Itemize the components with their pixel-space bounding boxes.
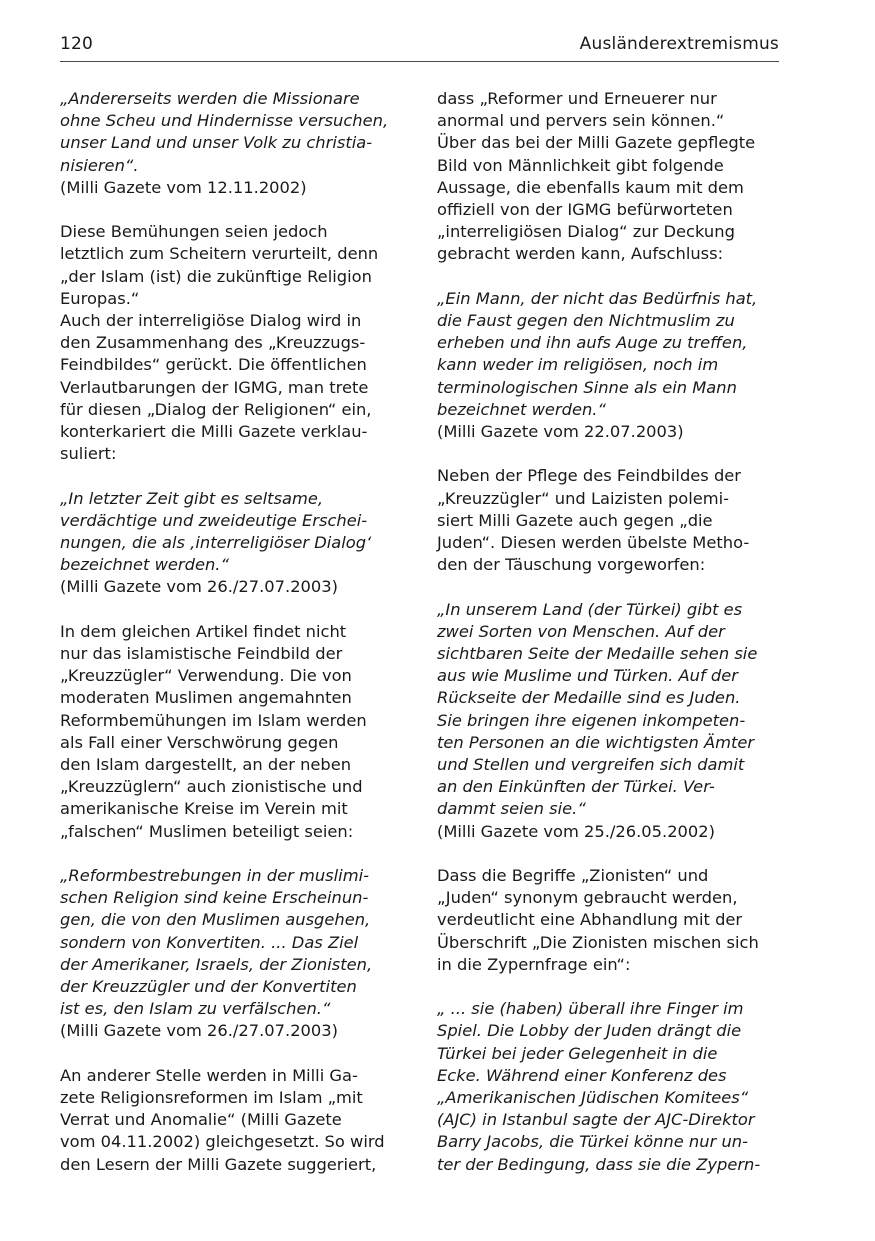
text-line: „Amerikanischen Jüdischen Komitees“	[437, 1088, 749, 1108]
page-number: 120	[60, 34, 94, 54]
block-quote	[437, 998, 782, 1176]
text-line: gen, die von den Muslimen ausgehen,	[60, 910, 371, 930]
text-line: „interreligiösen Dialog“ zur Deckung	[437, 222, 735, 242]
text-line: „falschen“ Muslimen beteiligt seien:	[60, 821, 354, 841]
text-line: als Fall einer Verschwörung gegen	[60, 732, 339, 752]
text-line: der Amerikaner, Israels, der Zionisten,	[60, 954, 373, 974]
text-line: (AJC) in Istanbul sagte der AJC-Direktor	[437, 1110, 755, 1130]
text-line: Ecke. Während einer Konferenz des	[437, 1065, 727, 1085]
block-quote	[60, 488, 405, 577]
header-rule	[60, 61, 779, 62]
text-line: Türkei bei jeder Gelegenheit in die	[437, 1043, 718, 1063]
text-line: anormal und pervers sein können.“	[437, 111, 725, 131]
left-column	[60, 88, 405, 1176]
text-line: „Juden“ synonym gebraucht werden,	[437, 888, 738, 908]
paragraph-gap	[437, 576, 782, 598]
text-line: Dass die Begriffe „Zionisten“ und	[437, 866, 709, 886]
text-line: Verlautbarungen der IGMG, man trete	[60, 377, 369, 397]
text-line: „Ein Mann, der nicht das Bedürfnis hat,	[437, 288, 758, 308]
text-line: offiziell von der IGMG befürworteten	[437, 200, 733, 220]
text-line: den der Täuschung vorgeworfen:	[437, 555, 706, 575]
text-line: erheben und ihn aufs Auge zu treffen,	[437, 333, 748, 353]
text-line: für diesen „Dialog der Religionen“ ein,	[60, 399, 372, 419]
text-line: „Kreuzzüglern“ auch zionistische und	[60, 777, 363, 797]
text-line: dammt seien sie.“	[437, 799, 586, 819]
body-paragraph	[60, 621, 405, 843]
text-line: Europas.“	[60, 288, 140, 308]
citation-line: (Milli Gazete vom 26./27.07.2003)	[60, 577, 338, 597]
text-line: Reformbemühungen im Islam werden	[60, 710, 367, 730]
text-line: moderaten Muslimen angemahnten	[60, 688, 352, 708]
text-line: konterkariert die Milli Gazete verklau-	[60, 422, 368, 442]
text-line: sichtbaren Seite der Medaille sehen sie	[437, 644, 758, 664]
text-line: ter der Bedingung, dass sie die Zypern-	[437, 1154, 761, 1174]
block-quote	[437, 599, 782, 821]
text-line: vom 04.11.2002) gleichgesetzt. So wird	[60, 1132, 385, 1152]
text-line: den Zusammenhang des „Kreuzzugs-	[60, 333, 366, 353]
text-line: „Reformbestrebungen in der muslimi-	[60, 866, 369, 886]
paragraph-gap	[60, 599, 405, 621]
text-line: Sie bringen ihre eigenen inkompeten-	[437, 710, 746, 730]
text-line: Barry Jacobs, die Türkei könne nur un-	[437, 1132, 748, 1152]
body-paragraph	[437, 865, 782, 976]
paragraph-gap	[60, 1043, 405, 1065]
text-line: Über das bei der Milli Gazete gepflegte	[437, 133, 756, 153]
text-line: Neben der Pflege des Feindbildes der	[437, 466, 741, 486]
body-paragraph	[60, 221, 405, 310]
text-line: In dem gleichen Artikel findet nicht	[60, 621, 347, 641]
text-line: Spiel. Die Lobby der Juden drängt die	[437, 1021, 742, 1041]
text-line: verdeutlicht eine Abhandlung mit der	[437, 910, 743, 930]
text-line: den Lesern der Milli Gazete suggeriert,	[60, 1154, 377, 1174]
text-line: bezeichnet werden.“	[60, 555, 229, 575]
text-line: ten Personen an die wichtigsten Ämter	[437, 732, 755, 752]
text-line: amerikanische Kreise im Verein mit	[60, 799, 348, 819]
source-citation	[437, 421, 782, 443]
paragraph-gap	[437, 843, 782, 865]
paragraph-gap	[60, 465, 405, 487]
text-line: „Kreuzzügler“ Verwendung. Die von	[60, 666, 352, 686]
text-line: terminologischen Sinne als ein Mann	[437, 377, 737, 397]
text-line: und Stellen und vergreifen sich damit	[437, 755, 745, 775]
text-line: aus wie Muslime und Türken. Auf der	[437, 666, 738, 686]
text-line: siert Milli Gazete auch gegen „die	[437, 510, 713, 530]
source-citation	[60, 177, 405, 199]
citation-line: (Milli Gazete vom 26./27.07.2003)	[60, 1021, 338, 1041]
text-line: bezeichnet werden.“	[437, 399, 606, 419]
paragraph-gap	[437, 266, 782, 288]
text-line: letztlich zum Scheitern verurteilt, denn	[60, 244, 379, 264]
text-line: Juden“. Diesen werden übelste Metho-	[437, 533, 750, 553]
text-line: zwei Sorten von Menschen. Auf der	[437, 621, 725, 641]
paragraph-gap	[437, 976, 782, 998]
text-line: in die Zypernfrage ein“:	[437, 954, 631, 974]
text-line: „der Islam (ist) die zukünftige Religion	[60, 266, 372, 286]
citation-line: (Milli Gazete vom 12.11.2002)	[60, 177, 307, 197]
text-line: unser Land und unser Volk zu christia-	[60, 133, 373, 153]
text-line: „Kreuzzügler“ und Laizisten polemi-	[437, 488, 730, 508]
text-line: ist es, den Islam zu verfälschen.“	[60, 999, 331, 1019]
block-quote	[60, 865, 405, 1020]
text-line: die Faust gegen den Nichtmuslim zu	[437, 311, 735, 331]
citation-line: (Milli Gazete vom 22.07.2003)	[437, 422, 684, 442]
text-line: Bild von Männlichkeit gibt folgende	[437, 155, 724, 175]
text-line: Rückseite der Medaille sind es Juden.	[437, 688, 741, 708]
text-line: Überschrift „Die Zionisten mischen sich	[437, 932, 759, 952]
text-line: nur das islamistische Feindbild der	[60, 644, 343, 664]
source-citation	[60, 1020, 405, 1042]
source-citation	[437, 821, 782, 843]
paragraph-gap	[437, 443, 782, 465]
text-line: „In letzter Zeit gibt es seltsame,	[60, 488, 324, 508]
text-line: Aussage, die ebenfalls kaum mit dem	[437, 177, 744, 197]
right-column	[437, 88, 782, 1176]
text-line: nisieren“.	[60, 155, 139, 175]
text-line: schen Religion sind keine Erscheinun-	[60, 888, 369, 908]
page-header	[60, 34, 779, 60]
body-paragraph	[437, 465, 782, 576]
block-quote	[60, 88, 405, 177]
text-line: an den Einkünften der Türkei. Ver-	[437, 777, 715, 797]
block-quote	[437, 288, 782, 421]
text-line: „Andererseits werden die Missionare	[60, 89, 360, 108]
body-paragraph	[437, 88, 782, 266]
text-line: den Islam dargestellt, an der neben	[60, 755, 352, 775]
text-line: zete Religionsreformen im Islam „mit	[60, 1088, 363, 1108]
text-line: Feindbildes“ gerückt. Die öffentlichen	[60, 355, 367, 375]
text-line: gebracht werden kann, Aufschluss:	[437, 244, 724, 264]
text-line: sondern von Konvertiten. ... Das Ziel	[60, 932, 359, 952]
body-paragraph	[60, 1065, 405, 1176]
text-line: „ ... sie (haben) überall ihre Finger im	[437, 999, 744, 1019]
source-citation	[60, 576, 405, 598]
text-line: „In unserem Land (der Türkei) gibt es	[437, 599, 743, 619]
paragraph-gap	[60, 199, 405, 221]
running-title: Ausländerextremismus	[579, 34, 779, 54]
text-line: suliert:	[60, 444, 117, 464]
text-line: An anderer Stelle werden in Milli Ga-	[60, 1065, 358, 1085]
text-line: verdächtige und zweideutige Erschei-	[60, 510, 368, 530]
text-line: Diese Bemühungen seien jedoch	[60, 222, 328, 242]
text-line: nungen, die als ‚interreligiöser Dialog‘	[60, 533, 372, 553]
text-line: Auch der interreligiöse Dialog wird in	[60, 311, 362, 331]
text-line: Verrat und Anomalie“ (Milli Gazete	[60, 1110, 342, 1130]
text-line: der Kreuzzügler und der Konvertiten	[60, 977, 357, 997]
text-line: ohne Scheu und Hindernisse versuchen,	[60, 111, 389, 131]
body-paragraph	[60, 310, 405, 465]
paragraph-gap	[60, 843, 405, 865]
text-line: kann weder im religiösen, noch im	[437, 355, 719, 375]
citation-line: (Milli Gazete vom 25./26.05.2002)	[437, 821, 715, 841]
text-line: dass „Reformer und Erneuerer nur	[437, 89, 717, 108]
